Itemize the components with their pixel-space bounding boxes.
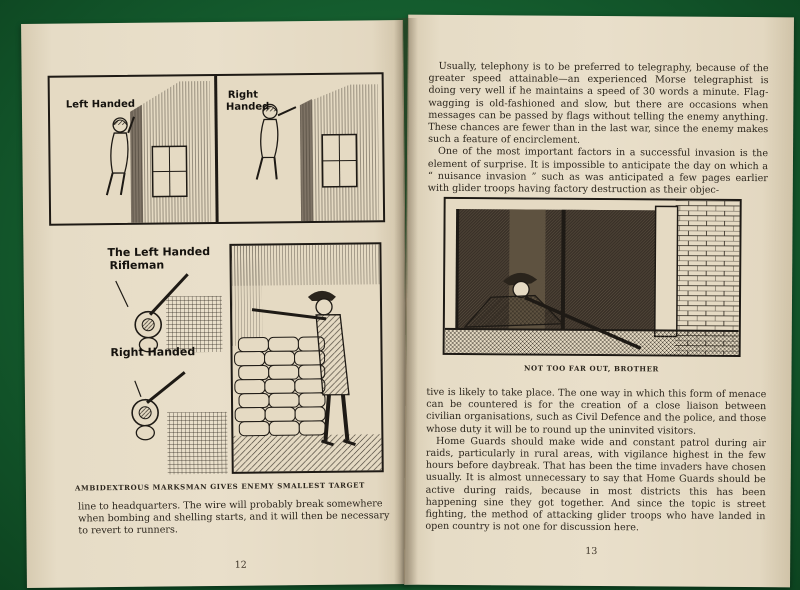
left-body-text (78, 498, 390, 538)
right-top-text (428, 61, 769, 198)
window-soldier-illustration (443, 197, 742, 357)
wall-corner-drawing (50, 74, 384, 223)
right-page-number: 13 (585, 545, 598, 557)
left-body-line: line to headquarters. The wire will probably break somewhere (78, 498, 383, 513)
wall-corner-illustration (48, 72, 386, 226)
label-right-handed-top-line2: Handed (225, 101, 270, 113)
label-left-handed: Left Handed (65, 98, 136, 111)
paragraph: tive is likely to take place. The one way in which this form of menace can be countered is for the creation of a close liaison between civilian organisations, such as Civil Defence and the police, and those whose duty it will be to round up the uninvited visitors. (426, 386, 767, 437)
window-soldier-drawing (445, 199, 740, 355)
label-left-handed-rifleman-line2: Rifleman (109, 258, 165, 273)
paragraph: Home Guards should make wide and constant patrol during air raids, particularly in rural areas, with vigilance highest in the few hours before daybreak. That has been the time invaders have chosen usually. It is almost unnecessary to say that Home Guards should be active during raids, because in most districts this has been happening sine they got together. And since the topic is street fighting, the method of attacking glider troops who have landed in open country is not one for discussion here. (425, 435, 767, 534)
left-page (21, 20, 409, 588)
left-page-number: 12 (234, 559, 247, 571)
sandbag-soldier-drawing (231, 244, 381, 472)
open-booklet (14, 8, 792, 586)
paragraph: One of the most important factors in a successful invasion is the element of surprise. It is impossible to anticipate the day on which a “ nuisance invasion ” such as was anticipated a few pages earlier with glider troops having factory destruction as their objec- (427, 146, 769, 196)
left-illustration-caption: AMBIDEXTROUS MARKSMAN GIVES ENEMY SMALLEST TARGET (74, 480, 365, 493)
label-right-handed-bottom: Right Handed (110, 345, 196, 360)
right-page (404, 15, 794, 588)
riflemen-diagram (87, 244, 239, 476)
riflemen-drawing (87, 244, 239, 476)
label-left-handed-rifleman-line1: The Left Handed (107, 245, 211, 260)
sandbag-soldier-illustration (229, 242, 383, 474)
left-body-line: when bombing and shelling starts, and it will then be necessary (78, 510, 390, 525)
right-bottom-text (425, 387, 766, 536)
left-body-line: to revert to runners. (78, 524, 179, 537)
right-illustration-caption: NOT TOO FAR OUT, BROTHER (524, 363, 660, 374)
label-right-handed-top-line1: Right (227, 89, 259, 101)
paragraph: Usually, telephony is to be preferred to telegraphy, because of the greater speed attainable—an experienced Morse telegraphist is doing very well if he maintains a speed of 30 words a minute. Flag-wagging is old-fashioned and slow, but there are occasions when messages can be passed by flags without telling the enemy anything. These chances are fewer than in the last war, since the enemy makes such a feature of encirclement. (428, 60, 769, 147)
